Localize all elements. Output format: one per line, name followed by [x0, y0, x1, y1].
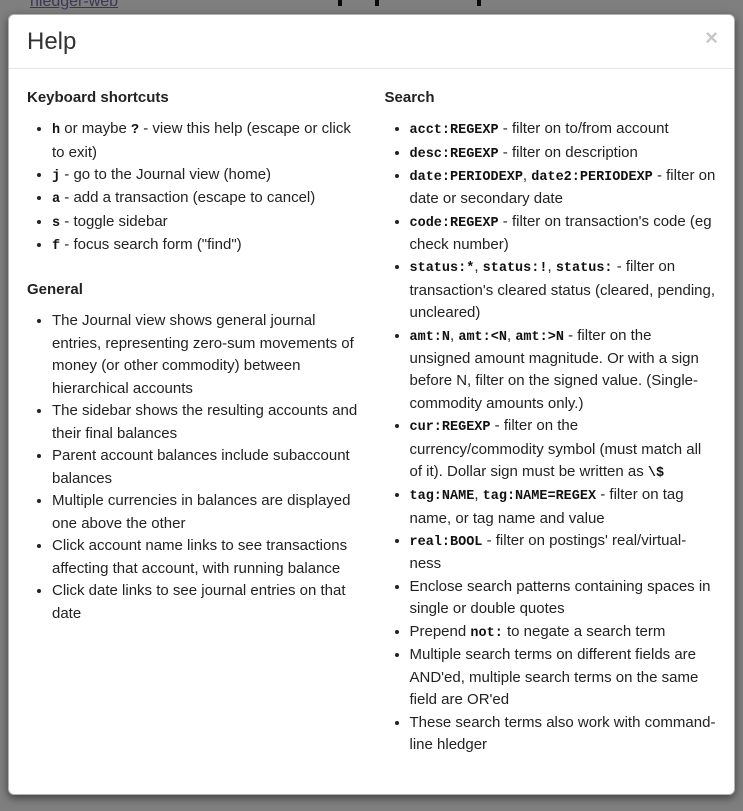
code-span: status: — [555, 261, 613, 277]
list-item: • Multiple currencies in balances are displayed one above the other — [52, 490, 359, 535]
left-column — [27, 89, 359, 756]
modal-header — [9, 15, 734, 69]
list-item: • Parent account balances include subaccount balances — [52, 445, 359, 490]
list-item: • f - focus search form ("find") — [52, 234, 359, 257]
code-span: a — [52, 192, 61, 208]
section-heading-keyboard-shortcuts: Keyboard shortcuts — [27, 89, 169, 107]
code-span: amt:N — [409, 329, 451, 345]
code-span: date:PERIODEXP — [409, 169, 523, 185]
list-item: • status:*, status:!, status: - filter on transaction's cleared status (cleared, pending, uncleared) — [410, 256, 717, 324]
code-span: tag:NAME=REGEX — [482, 489, 597, 505]
list-item: • Prepend not: to negate a search term — [410, 621, 717, 644]
code-span: f — [52, 238, 61, 254]
list-item: • a - add a transaction (escape to cancel) — [52, 187, 359, 210]
list-item: • The sidebar shows the resulting accounts and their final balances — [52, 400, 359, 445]
list-item: • date:PERIODEXP, date2:PERIODEXP - filter on date or secondary date — [410, 165, 717, 211]
code-span: desc:REGEXP — [409, 146, 499, 162]
list-item: • h or maybe ? - view this help (escape or click to exit) — [52, 118, 359, 164]
list-item: • These search terms also work with command-line hledger — [410, 712, 717, 757]
code-span: acct:REGEXP — [409, 123, 499, 139]
code-span: real:BOOL — [409, 535, 483, 551]
help-modal — [8, 14, 735, 795]
code-span: h — [52, 123, 61, 139]
close-icon[interactable]: × — [705, 25, 718, 50]
help-list — [385, 118, 717, 756]
list-item: • real:BOOL - filter on postings' real/virtual-ness — [410, 530, 717, 576]
section-heading-general: General — [27, 281, 83, 299]
list-item: • Click date links to see journal entries on that date — [52, 580, 359, 625]
code-span: not: — [470, 625, 503, 641]
list-item: • Click account name links to see transactions affecting that account, with running balance — [52, 535, 359, 580]
code-span: date2:PERIODEXP — [531, 169, 653, 185]
code-span: code:REGEXP — [409, 215, 499, 231]
code-span: \$ — [647, 466, 665, 482]
list-item: • Multiple search terms on different fields are AND'ed, multiple search terms on the same field are OR'ed — [410, 644, 717, 712]
code-span: status:! — [482, 261, 548, 277]
list-item: • amt:N, amt:<N, amt:>N - filter on the unsigned amount magnitude. Or with a sign before N, filter on the signed value. (Single-commodity amounts only.) — [410, 325, 717, 416]
list-item: • The Journal view shows general journal entries, representing zero-sum movements of money (or other commodity) between hierarchical accounts — [52, 310, 359, 400]
code-span: s — [52, 215, 61, 231]
code-span: status:* — [409, 261, 475, 277]
help-list — [27, 118, 359, 257]
list-item: • acct:REGEXP - filter on to/from account — [410, 118, 717, 141]
code-span: amt:>N — [515, 329, 564, 345]
help-list — [27, 310, 359, 625]
list-item: • code:REGEXP - filter on transaction's code (eg check number) — [410, 211, 717, 257]
modal-body — [9, 69, 734, 776]
list-item: • desc:REGEXP - filter on description — [410, 142, 717, 165]
code-span: cur:REGEXP — [409, 420, 491, 436]
list-item: • cur:REGEXP - filter on the currency/commodity symbol (must match all of it). Dollar sign must be written as \$ — [410, 415, 717, 484]
list-item: • j - go to the Journal view (home) — [52, 164, 359, 187]
section-heading-search: Search — [384, 89, 435, 107]
modal-title: Help — [27, 28, 77, 55]
code-span: amt:<N — [458, 329, 507, 345]
list-item: • Enclose search patterns containing spaces in single or double quotes — [410, 576, 717, 621]
code-span: ? — [130, 123, 140, 139]
list-item: • tag:NAME, tag:NAME=REGEX - filter on tag name, or tag name and value — [410, 484, 717, 530]
code-span: j — [52, 169, 61, 185]
code-span: tag:NAME — [409, 489, 475, 505]
right-column — [385, 89, 717, 756]
list-item: • s - toggle sidebar — [52, 211, 359, 234]
